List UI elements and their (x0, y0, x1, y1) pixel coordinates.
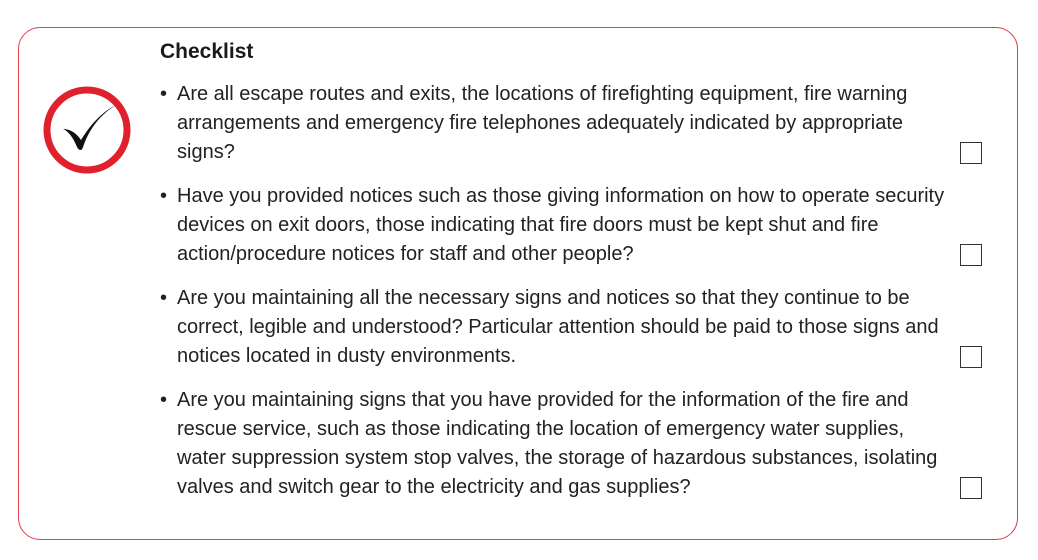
bullet-icon: • (160, 185, 168, 207)
checkmark-circle-icon (42, 85, 132, 175)
checklist-item (160, 80, 957, 167)
checkbox[interactable] (960, 244, 982, 266)
bullet-icon: • (160, 83, 168, 105)
checkbox[interactable] (960, 477, 982, 499)
bullet-icon: • (160, 287, 168, 309)
checklist-title: Checklist (160, 40, 254, 63)
checklist-item (160, 386, 957, 502)
checkbox[interactable] (960, 346, 982, 368)
checklist-item-text: Have you provided notices such as those giving information on how to operate security devices on exit doors, those indicating that fire doors must be kept shut and fire action/procedure notices for staff and other people? (177, 185, 945, 265)
checklist-item (160, 182, 957, 269)
bullet-icon: • (160, 389, 168, 411)
checklist-item-text: Are you maintaining all the necessary signs and notices so that they continue to be correct, legible and understood? Particular attention should be paid to those signs and notices located in dusty environments. (177, 287, 939, 367)
checklist-item-text: Are you maintaining signs that you have provided for the information of the fire and rescue service, such as those indicating the location of emergency water supplies, water suppression system stop valves, the storage of hazardous substances, isolating valves and switch gear to the electricity and gas supplies? (177, 389, 938, 498)
checklist-item-text: Are all escape routes and exits, the locations of firefighting equipment, fire warning arrangements and emergency fire telephones adequately indicated by appropriate signs? (177, 83, 908, 163)
checklist-item (160, 284, 957, 371)
checklist-items (160, 80, 990, 517)
checkbox[interactable] (960, 142, 982, 164)
